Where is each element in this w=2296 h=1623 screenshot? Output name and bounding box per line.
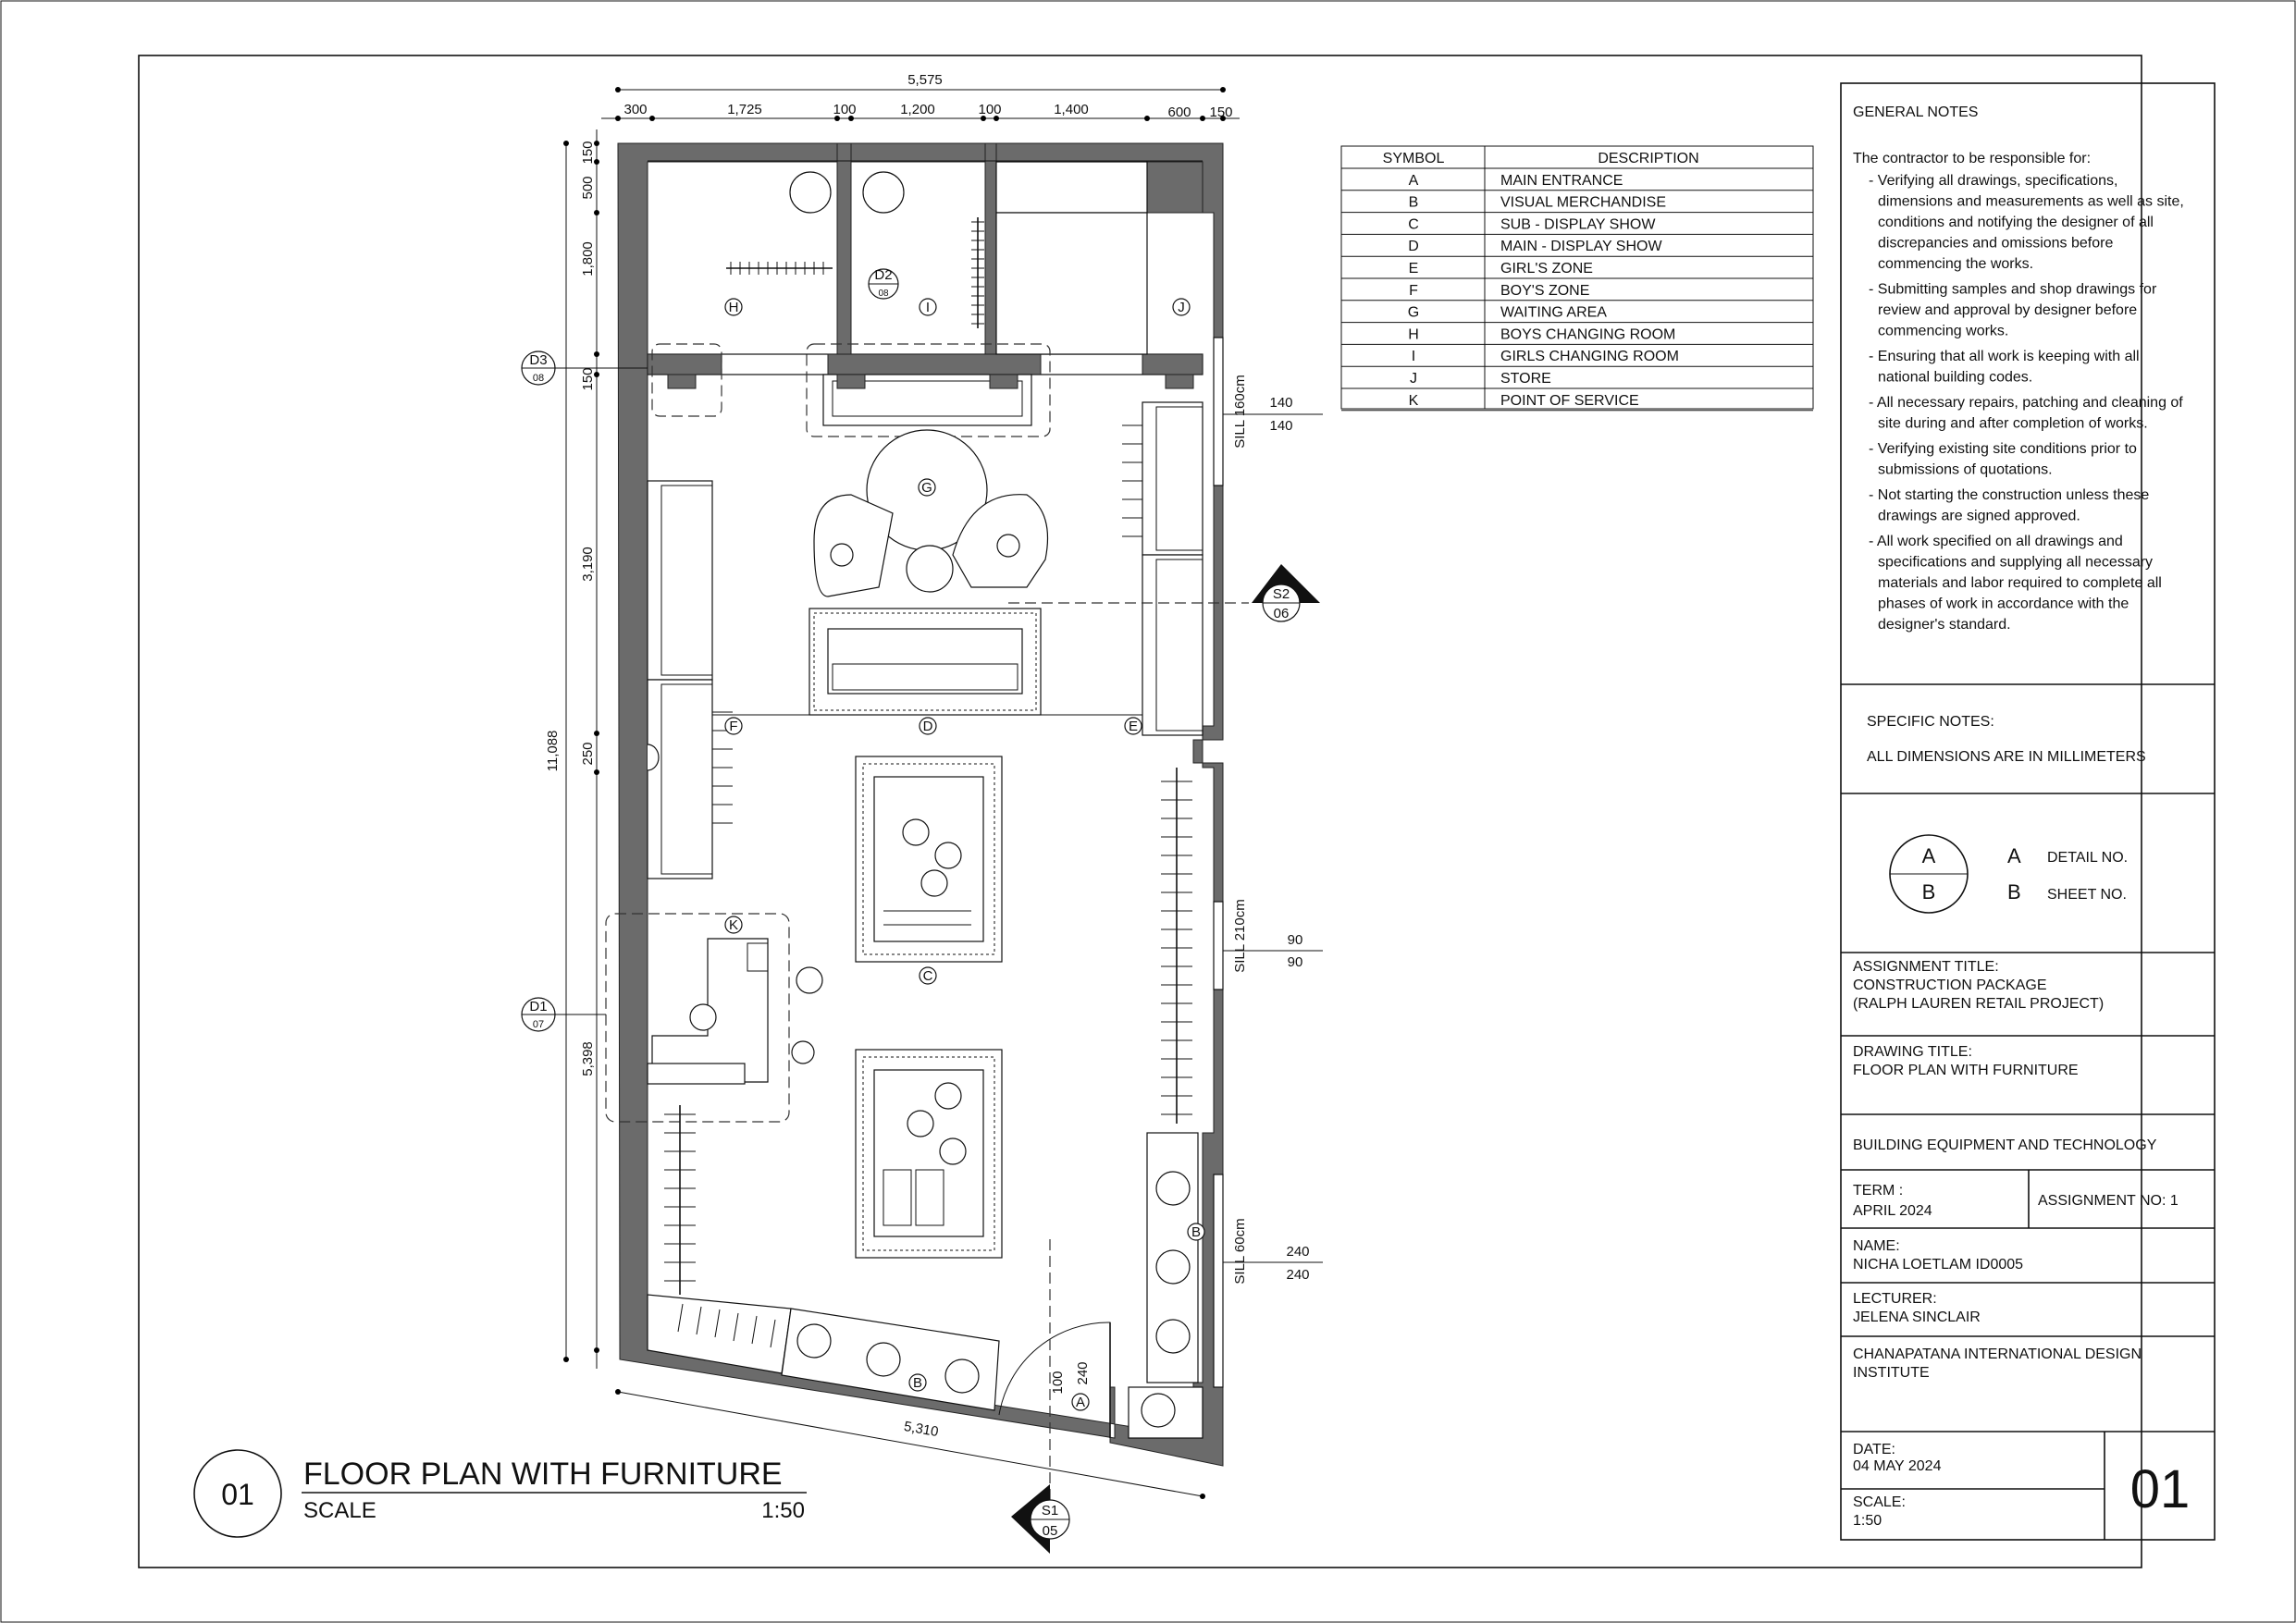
general-notes-intro: The contractor to be responsible for: xyxy=(1853,151,2092,166)
sill-label: SILL 160cm xyxy=(1232,375,1248,449)
legend-rows xyxy=(1341,173,1813,411)
drawing-title-label: DRAWING TITLE: xyxy=(1853,1044,1972,1060)
general-note-line: review and approval by designer before xyxy=(1878,302,2138,318)
general-note-line: conditions and notifying the designer of all xyxy=(1878,215,2154,230)
sill-height: 140 xyxy=(1269,418,1293,434)
zone-tag-label: F xyxy=(729,719,738,734)
child-figure xyxy=(792,1041,814,1064)
scale-label: SCALE: xyxy=(1853,1494,1906,1510)
staff-figure xyxy=(690,1004,716,1030)
hanger-row xyxy=(1122,425,1142,536)
sub-display-table xyxy=(874,777,983,941)
general-notes-heading: GENERAL NOTES xyxy=(1853,105,1979,120)
mannequin xyxy=(921,870,947,896)
mannequin xyxy=(935,842,961,868)
institute-line: CHANAPATANA INTERNATIONAL DESIGN xyxy=(1853,1346,2142,1362)
clothes-rail xyxy=(971,217,984,328)
drawing-title-block xyxy=(194,1450,807,1537)
mannequin xyxy=(797,1324,831,1358)
clothes-rail xyxy=(726,262,833,275)
dim-left-seg: 250 xyxy=(580,742,596,766)
mannequin xyxy=(907,1111,933,1137)
assignment-title-label: ASSIGNMENT TITLE: xyxy=(1853,959,1999,975)
svg-text:08: 08 xyxy=(532,373,545,384)
general-note-line: - Verifying existing site conditions prior to xyxy=(1869,441,2137,457)
dim-top-seg: 100 xyxy=(833,102,857,117)
key-detail-label: DETAIL NO. xyxy=(2047,850,2129,866)
general-note-line: - All work specified on all drawings and xyxy=(1869,534,2123,549)
zone-tag-label: C xyxy=(922,968,933,984)
key-top-letter: A xyxy=(1921,844,1936,867)
sill-label: SILL 60cm xyxy=(1232,1218,1248,1285)
dim-top-seg: 1,725 xyxy=(727,102,762,117)
svg-text:S1: S1 xyxy=(1041,1503,1059,1518)
specific-notes-heading: SPECIFIC NOTES: xyxy=(1867,714,1994,730)
general-note-line: drawings are signed approved. xyxy=(1878,508,2080,524)
zone-tag-label: B xyxy=(1191,1224,1202,1240)
zone-tag-label: I xyxy=(925,300,931,315)
dim-left-seg: 500 xyxy=(580,176,596,200)
person-figure xyxy=(831,544,853,566)
dim-top-seg: 600 xyxy=(1167,105,1191,120)
store-shelf xyxy=(996,162,1147,213)
zone-tag-label: J xyxy=(1178,300,1185,315)
wall-block-top-right xyxy=(1147,162,1203,213)
key-bottom-symbol: B xyxy=(2007,880,2021,904)
stool xyxy=(790,172,831,213)
callout-s2 xyxy=(1252,564,1320,621)
legend-description: GIRLS CHANGING ROOM xyxy=(1500,349,1679,365)
mannequin xyxy=(1156,1172,1190,1205)
svg-text:05: 05 xyxy=(1042,1523,1058,1539)
legend-symbol: H xyxy=(1408,326,1419,343)
institute-line: INSTITUTE xyxy=(1853,1365,1930,1381)
date-label: DATE: xyxy=(1853,1442,1895,1457)
niche-block xyxy=(837,375,865,388)
floor-plan xyxy=(606,143,1249,1503)
general-note-line: specifications and supplying all necessary xyxy=(1878,554,2154,571)
svg-text:06: 06 xyxy=(1273,606,1290,621)
niche-block xyxy=(990,375,1018,388)
name-value: NICHA LOETLAM ID0005 xyxy=(1853,1257,2024,1273)
legend-symbol: D xyxy=(1408,239,1419,255)
window xyxy=(1214,902,1223,990)
lecturer-value: JELENA SINCLAIR xyxy=(1853,1309,1981,1325)
dim-left-seg: 1,800 xyxy=(580,241,596,277)
sill-label: SILL 210cm xyxy=(1232,899,1248,973)
general-note-line: materials and labor required to complete all xyxy=(1878,575,2162,591)
callout-s1 xyxy=(1011,1484,1069,1554)
legend-symbol: F xyxy=(1409,282,1418,299)
key-top-symbol: A xyxy=(2007,844,2021,867)
legend-table xyxy=(1341,146,1813,411)
store-storage xyxy=(996,213,1147,354)
legend-description: MAIN - DISPLAY SHOW xyxy=(1500,239,1662,255)
lecturer-label: LECTURER: xyxy=(1853,1291,1937,1307)
zone-tag-label: H xyxy=(728,300,739,315)
zone-tag-label: B xyxy=(912,1375,923,1391)
drawing-number: 01 xyxy=(221,1478,254,1511)
window xyxy=(1214,1174,1223,1387)
scale-value: 1:50 xyxy=(1853,1513,1882,1529)
assignment-title-line: (RALPH LAUREN RETAIL PROJECT) xyxy=(1853,996,2105,1012)
legend-symbol: E xyxy=(1408,261,1419,277)
legend-header-description: DESCRIPTION xyxy=(1598,151,1699,166)
general-note-line: - Verifying all drawings, specifications, xyxy=(1869,173,2118,189)
dim-bottom: 5,310 xyxy=(902,1418,940,1441)
zone-tag-label: D xyxy=(922,719,933,734)
zone-tag-label: E xyxy=(1128,719,1139,734)
legend-description: SUB - DISPLAY SHOW xyxy=(1500,216,1656,233)
legend-description: GIRL'S ZONE xyxy=(1500,261,1593,277)
dim-left-seg: 150 xyxy=(580,367,596,391)
mannequin xyxy=(1156,1320,1190,1353)
legend-description: POINT OF SERVICE xyxy=(1500,392,1639,409)
wall-shelf xyxy=(648,680,712,879)
general-note-line: submissions of quotations. xyxy=(1878,461,2053,478)
general-note-line: commencing works. xyxy=(1878,323,2009,339)
wall-shelf xyxy=(1142,402,1203,555)
mannequin xyxy=(867,1343,900,1376)
general-note-line: - Ensuring that all work is keeping with all xyxy=(1869,349,2140,364)
legend-description: BOY'S ZONE xyxy=(1500,282,1590,299)
callout-d1 xyxy=(522,998,606,1031)
customer-figure xyxy=(796,967,822,993)
legend-description: STORE xyxy=(1500,371,1551,387)
changing-room-divider xyxy=(985,143,996,354)
legend-description: WAITING AREA xyxy=(1500,304,1607,321)
general-note-line: designer's standard. xyxy=(1878,617,2011,633)
course-name: BUILDING EQUIPMENT AND TECHNOLOGY xyxy=(1853,1137,2157,1153)
general-note-line: national building codes. xyxy=(1878,369,2033,386)
drawing-title-value: FLOOR PLAN WITH FURNITURE xyxy=(1853,1063,2079,1078)
dim-top-total: 5,575 xyxy=(907,72,943,88)
legend-symbol: G xyxy=(1407,304,1420,321)
zone-tag-label: K xyxy=(728,917,739,933)
legend-symbol: J xyxy=(1410,371,1417,387)
dim-top-seg: 1,200 xyxy=(900,102,935,117)
mannequin xyxy=(1156,1250,1190,1284)
dim-top-seg: 100 xyxy=(978,102,1002,117)
svg-text:D1: D1 xyxy=(529,999,548,1014)
sill-height: 90 xyxy=(1287,954,1303,970)
sill-height: 240 xyxy=(1286,1267,1310,1283)
hanging-rail-left xyxy=(664,1105,696,1295)
changing-room-divider xyxy=(837,143,851,354)
mannequin xyxy=(945,1359,979,1393)
legend-header-symbol: SYMBOL xyxy=(1382,151,1445,166)
sill-height: 90 xyxy=(1287,932,1303,948)
general-note-line: site during and after completion of works. xyxy=(1878,415,2148,432)
svg-text:D3: D3 xyxy=(529,352,548,368)
callout-d2 xyxy=(869,267,898,299)
notes-column xyxy=(1841,83,2215,1540)
drawing-scale-label: SCALE xyxy=(303,1498,376,1523)
dim-top-seg: 300 xyxy=(623,102,648,117)
window xyxy=(1214,338,1223,486)
main-display-table xyxy=(828,629,1022,694)
partition-wall-segment xyxy=(648,354,722,375)
general-note-line: phases of work in accordance with the xyxy=(1878,596,2129,612)
term-value: APRIL 2024 xyxy=(1853,1203,1932,1219)
stool xyxy=(863,172,904,213)
dim-left-seg: 3,190 xyxy=(580,547,596,582)
coffee-table xyxy=(907,546,953,592)
legend-description: VISUAL MERCHANDISE xyxy=(1500,194,1666,211)
svg-text:07: 07 xyxy=(532,1019,545,1030)
term-label: TERM : xyxy=(1853,1183,1904,1199)
general-note-line: commencing the works. xyxy=(1878,256,2034,272)
general-notes-items xyxy=(1869,173,2184,633)
sill-height: 240 xyxy=(1286,1244,1310,1260)
date-value: 04 MAY 2024 xyxy=(1853,1458,1942,1474)
legend-symbol: B xyxy=(1408,194,1419,211)
legend-description: BOYS CHANGING ROOM xyxy=(1500,326,1676,343)
dim-top-seg: 1,400 xyxy=(1054,102,1089,117)
person-figure xyxy=(997,535,1019,557)
hanging-rail-right xyxy=(1161,768,1192,1124)
mannequin xyxy=(935,1083,961,1109)
specific-notes-text: ALL DIMENSIONS ARE IN MILLIMETERS xyxy=(1867,749,2146,765)
svg-text:D2: D2 xyxy=(874,267,893,283)
zone-tag-label: A xyxy=(1075,1395,1086,1410)
legend-symbol: I xyxy=(1411,349,1416,365)
wall-shelf xyxy=(648,481,712,680)
svg-text:S2: S2 xyxy=(1272,586,1290,602)
general-note-line: - Not starting the construction unless these xyxy=(1869,487,2150,503)
general-note-line: - All necessary repairs, patching and cleaning of xyxy=(1869,395,2183,411)
assignment-title-line: CONSTRUCTION PACKAGE xyxy=(1853,977,2047,993)
dim-left-seg: 150 xyxy=(580,141,596,165)
svg-text:08: 08 xyxy=(878,289,889,299)
niche-block xyxy=(1166,375,1193,388)
legend-description: MAIN ENTRANCE xyxy=(1500,172,1623,189)
sheet-number: 01 xyxy=(2129,1459,2191,1519)
general-note-line: discrepancies and omissions before xyxy=(1878,235,2114,252)
legend-symbol: K xyxy=(1408,392,1419,409)
mannequin xyxy=(940,1138,966,1164)
dim-left-total: 11,088 xyxy=(545,730,561,772)
sill-height: 140 xyxy=(1269,395,1293,411)
zone-tag-label: G xyxy=(921,480,932,496)
dim-door: 100 xyxy=(1050,1371,1066,1395)
window-sill-labels xyxy=(1223,375,1323,1284)
legend-symbol: A xyxy=(1408,172,1419,189)
dim-door: 240 xyxy=(1075,1361,1091,1385)
general-note-line: - Submitting samples and shop drawings for xyxy=(1869,281,2157,298)
dim-top-seg: 150 xyxy=(1209,105,1233,120)
general-note-line: dimensions and measurements as well as site, xyxy=(1878,193,2184,210)
sub-display-table xyxy=(874,1070,983,1236)
drawing-title: FLOOR PLAN WITH FURNITURE xyxy=(303,1457,783,1492)
partition-wall-segment xyxy=(1142,354,1203,375)
name-label: NAME: xyxy=(1853,1238,1900,1254)
assignment-number: ASSIGNMENT NO: 1 xyxy=(2038,1193,2179,1209)
wall-shelf xyxy=(1142,555,1203,735)
armchair xyxy=(814,495,893,596)
key-sheet-label: SHEET NO. xyxy=(2047,887,2127,903)
key-bottom-letter: B xyxy=(1921,880,1936,904)
dim-left-seg: 5,398 xyxy=(580,1041,596,1076)
mannequin xyxy=(1142,1394,1175,1427)
legend-symbol: C xyxy=(1408,216,1419,233)
drawing-scale: 1:50 xyxy=(761,1498,805,1523)
mannequin xyxy=(903,819,929,845)
partition-wall-segment xyxy=(828,354,1041,375)
niche-block xyxy=(668,375,696,388)
counter-back-shelf xyxy=(648,1064,745,1084)
